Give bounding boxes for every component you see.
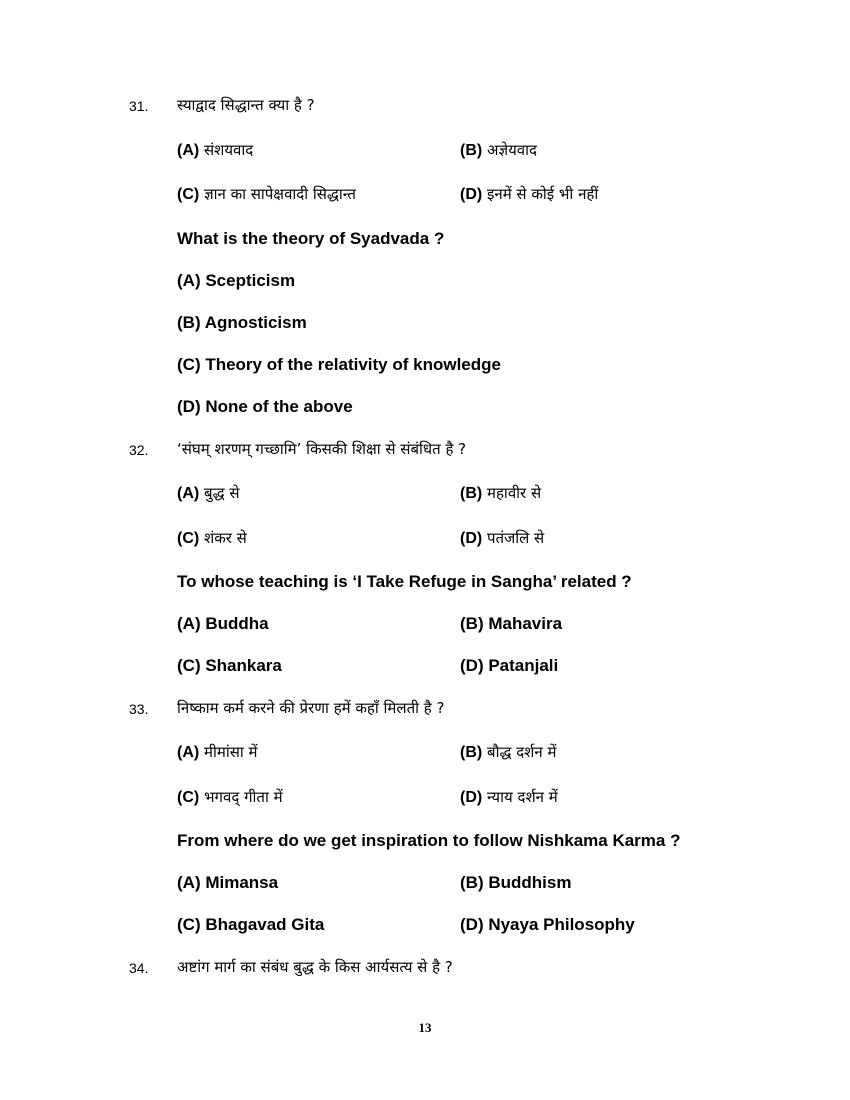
- question-number: 32.: [129, 442, 149, 458]
- option-d-hindi: (D) इनमें से कोई भी नहीं: [460, 185, 599, 203]
- question-text-hindi: ‘संघम् शरणम् गच्छामि’ किसकी शिक्षा से संबंधित है ?: [177, 440, 467, 458]
- question-number: 31.: [129, 98, 149, 114]
- option-c-english: (C) Shankara: [177, 656, 282, 675]
- option-a-english: (A) Scepticism: [177, 271, 296, 290]
- option-a-hindi: (A) बुद्ध से: [177, 484, 240, 502]
- question-text-english: What is the theory of Syadvada ?: [177, 229, 445, 248]
- question-number: 34.: [129, 960, 149, 976]
- question-text-english: To whose teaching is ‘I Take Refuge in Sangha’ related ?: [177, 572, 632, 591]
- option-c-hindi: (C) भगवद् गीता में: [177, 788, 283, 806]
- question-text-english: From where do we get inspiration to follow Nishkama Karma ?: [177, 831, 681, 850]
- option-c-hindi: (C) ज्ञान का सापेक्षवादी सिद्धान्त: [177, 185, 356, 203]
- question-text-hindi: अष्टांग मार्ग का संबंध बुद्ध के किस आर्यसत्य से है ?: [177, 958, 453, 976]
- option-b-hindi: (B) महावीर से: [460, 484, 542, 502]
- option-d-english: (D) Nyaya Philosophy: [460, 915, 635, 934]
- option-b-english: (B) Mahavira: [460, 614, 563, 633]
- option-d-english: (D) None of the above: [177, 397, 353, 416]
- question-number: 33.: [129, 701, 149, 717]
- option-d-hindi: (D) न्याय दर्शन में: [460, 788, 558, 806]
- question-text-hindi: स्याद्वाद सिद्धान्त क्या है ?: [177, 96, 315, 114]
- option-a-hindi: (A) संशयवाद: [177, 141, 254, 159]
- question-text-hindi: निष्काम कर्म करने की प्रेरणा हमें कहाँ मिलती है ?: [177, 699, 445, 717]
- option-c-english: (C) Theory of the relativity of knowledge: [177, 355, 501, 374]
- option-d-hindi: (D) पतंजलि से: [460, 529, 545, 547]
- page-number: 13: [418, 1020, 432, 1035]
- option-b-hindi: (B) अज्ञेयवाद: [460, 141, 537, 159]
- option-b-hindi: (B) बौद्ध दर्शन में: [460, 743, 557, 761]
- option-b-english: (B) Agnosticism: [177, 313, 307, 332]
- option-d-english: (D) Patanjali: [460, 656, 559, 675]
- option-a-hindi: (A) मीमांसा में: [177, 743, 258, 761]
- option-c-hindi: (C) शंकर से: [177, 529, 247, 547]
- option-b-english: (B) Buddhism: [460, 873, 572, 892]
- option-a-english: (A) Buddha: [177, 614, 269, 633]
- option-c-english: (C) Bhagavad Gita: [177, 915, 325, 934]
- option-a-english: (A) Mimansa: [177, 873, 279, 892]
